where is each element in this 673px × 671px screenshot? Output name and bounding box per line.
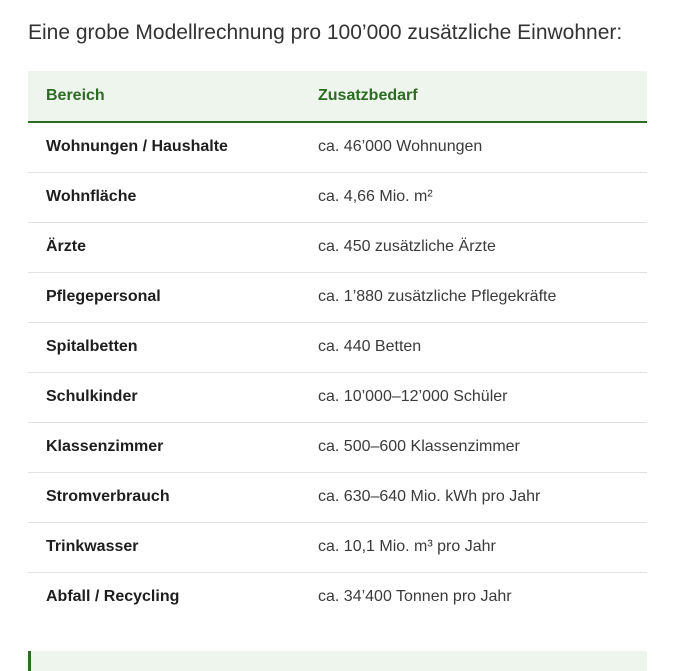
- row-area-label: Klassenzimmer: [28, 422, 300, 472]
- row-area-label: Spitalbetten: [28, 322, 300, 372]
- row-area-label: Ärzte: [28, 222, 300, 272]
- table-row: [28, 322, 647, 372]
- row-area-label: Wohnfläche: [28, 172, 300, 222]
- row-need-value: ca. 440 Betten: [300, 322, 647, 372]
- table-header-row: [28, 71, 647, 122]
- requirements-table-container: [28, 71, 647, 622]
- row-need-value: ca. 500–600 Klassenzimmer: [300, 422, 647, 472]
- table-row: [28, 222, 647, 272]
- row-area-label: Trinkwasser: [28, 522, 300, 572]
- column-header-area: Bereich: [28, 71, 300, 122]
- row-need-value: ca. 46’000 Wohnungen: [300, 122, 647, 172]
- row-need-value: ca. 34’400 Tonnen pro Jahr: [318, 588, 512, 606]
- table-row: [28, 172, 647, 222]
- row-need-value: ca. 1’880 zusätzliche Pflegekräfte: [300, 272, 647, 322]
- table-row: [28, 422, 647, 472]
- row-need-value: ca. 10,1 Mio. m³ pro Jahr: [300, 522, 647, 572]
- row-area-label: Schulkinder: [28, 372, 300, 422]
- row-need-value: ca. 630–640 Mio. kWh pro Jahr: [300, 472, 647, 522]
- intro-text: Eine grobe Modellrechnung pro 100’000 zusätzliche Einwohner:: [28, 21, 623, 44]
- row-need-value: ca. 4,66 Mio. m²: [300, 172, 647, 222]
- row-area-label: Pflegepersonal: [28, 272, 300, 322]
- row-area-label: Abfall / Recycling: [46, 588, 180, 606]
- table-row: [28, 372, 647, 422]
- row-area-label: Stromverbrauch: [28, 472, 300, 522]
- row-need-value: ca. 10’000–12’000 Schüler: [300, 372, 647, 422]
- column-header-need: Zusatzbedarf: [300, 71, 647, 122]
- table-row: [28, 272, 647, 322]
- row-need-value: ca. 450 zusätzliche Ärzte: [300, 222, 647, 272]
- table-row: [28, 522, 647, 572]
- table-row: [28, 122, 647, 172]
- requirements-table: [28, 71, 647, 622]
- row-area-label: Wohnungen / Haushalte: [28, 122, 300, 172]
- table-row: [28, 572, 647, 622]
- table-row: [28, 472, 647, 522]
- highlight-box-top-edge: [28, 651, 647, 671]
